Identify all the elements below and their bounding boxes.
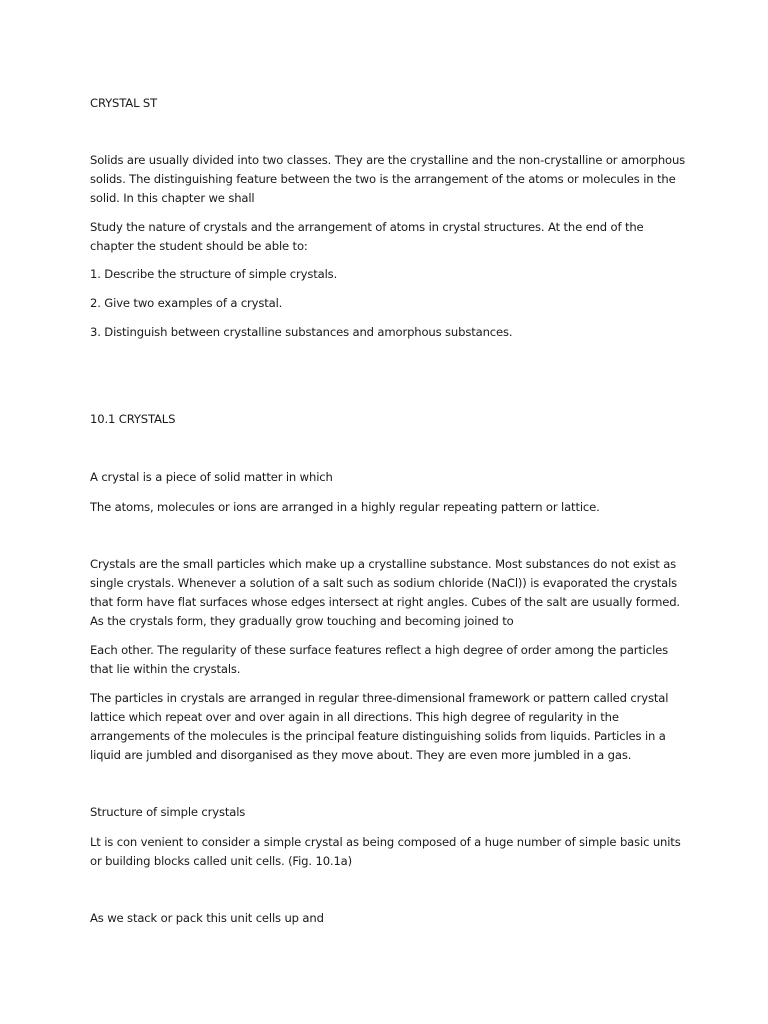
study-paragraph: Study the nature of crystals and the arrangement of atoms in crystal structures. At the end of the chapter the student should be able to:	[90, 220, 644, 253]
unit-cells-paragraph: Lt is con venient to consider a simple crystal as being composed of a huge number of simple basic units or building blocks called unit cells. (Fig. 10.1a)	[90, 835, 681, 868]
intro-paragraph: Solids are usually divided into two classes. They are the crystalline and the non-crystalline or amorphous solids. The distinguishing feature between the two is the arrangement of the atoms or molecules in the solid. In this chapter we shall	[90, 153, 686, 205]
crystals-paragraph: Crystals are the small particles which make up a crystalline substance. Most substances do not exist as single crystals. Whenever a solution of a salt such as sodium chloride (NaCl)) is evaporated the crystals that form have flat surfaces whose edges intersect at right angles. Cubes of the salt are usually formed. As the crystals form, they gradually grow touching and becoming joined to	[90, 557, 680, 628]
definition-line: The atoms, molecules or ions are arranged in a highly regular repeating pattern or lattice.	[90, 500, 600, 514]
objective-item: 1. Describe the structure of simple crystals.	[90, 267, 338, 281]
particles-paragraph: The particles in crystals are arranged in regular three-dimensional framework or pattern called crystal lattice which repeat over and over again in all directions. This high degree of regularity in the arrangements of the molecules is the principal feature distinguishing solids from liquids. Particles in a liquid are jumbled and disorganised as they move about. They are even more jumbled in a gas.	[90, 691, 669, 762]
objective-item: 2. Give two examples of a crystal.	[90, 296, 283, 310]
each-other-paragraph: Each other. The regularity of these surface features reflect a high degree of order among the particles that lie within the crystals.	[90, 643, 669, 676]
section-heading: 10.1 CRYSTALS	[90, 412, 176, 426]
subheading: Structure of simple crystals	[90, 805, 246, 819]
document-title: CRYSTAL ST	[90, 96, 158, 110]
stack-paragraph: As we stack or pack this unit cells up and	[90, 911, 324, 925]
definition-line: A crystal is a piece of solid matter in which	[90, 470, 333, 484]
objective-item: 3. Distinguish between crystalline substances and amorphous substances.	[90, 325, 513, 339]
